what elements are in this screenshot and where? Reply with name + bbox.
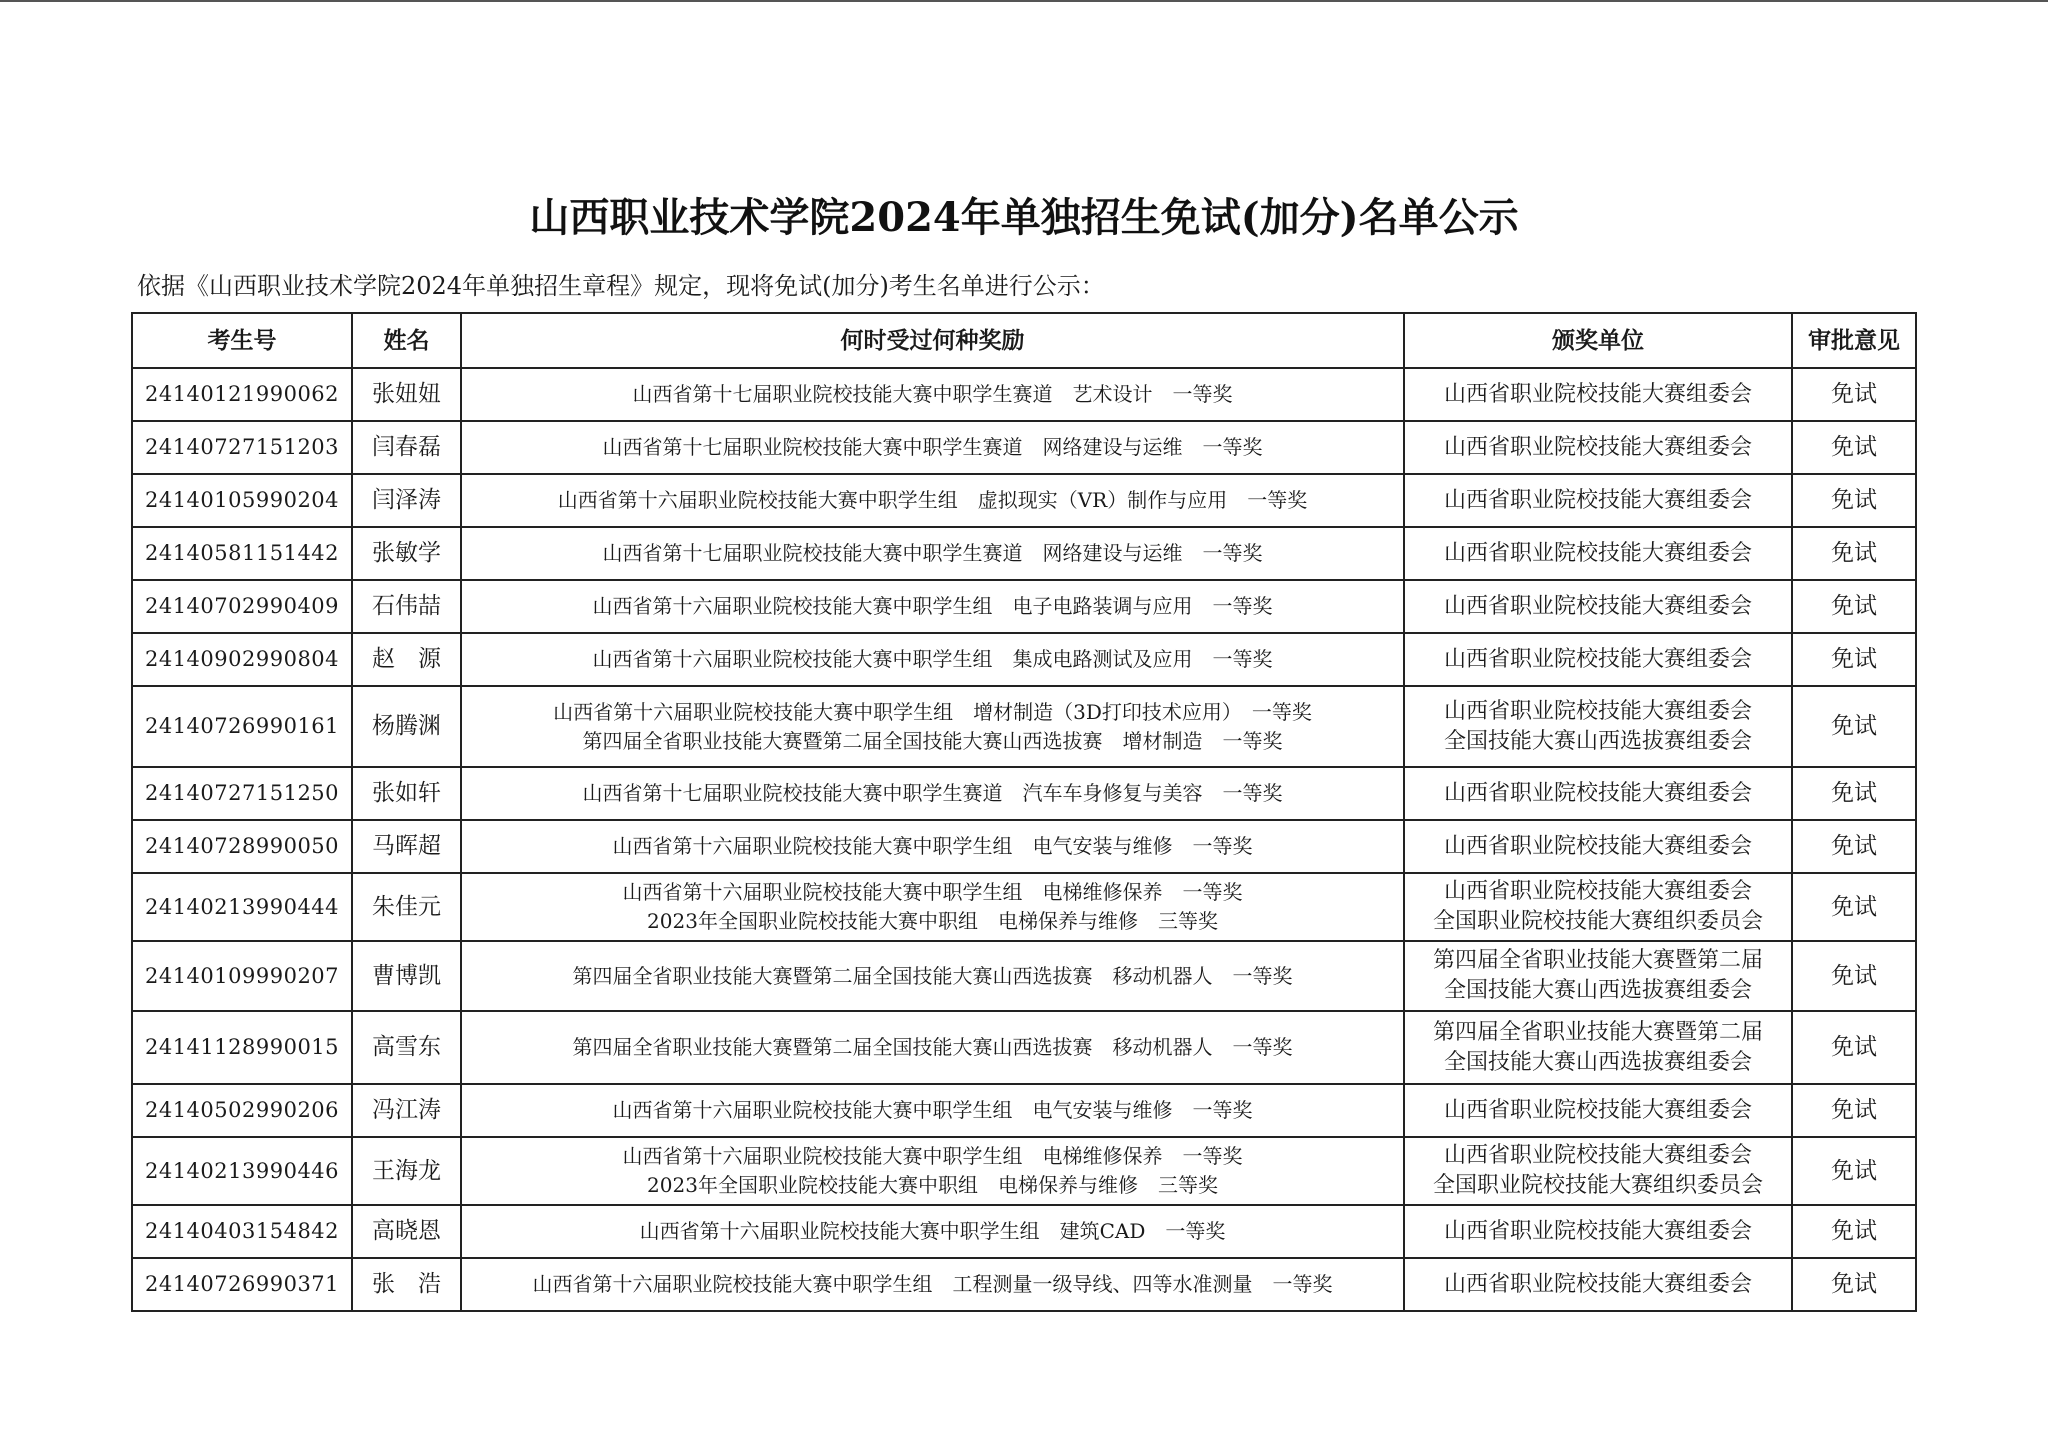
table-row: [132, 1137, 1916, 1205]
cell-exam-id: 24140726990161: [132, 686, 352, 767]
award-line: 山西省第十六届职业院校技能大赛中职学生组 电梯维修保养 一等奖: [622, 880, 1243, 904]
table-header-row: [132, 313, 1916, 368]
cell-name: 曹博凯: [352, 941, 461, 1011]
org-line: 山西省职业院校技能大赛组委会: [1443, 1218, 1752, 1244]
cell-name: 张 浩: [352, 1258, 461, 1311]
award-line: 第四届全省职业技能大赛暨第二届全国技能大赛山西选拔赛 增材制造 一等奖: [582, 728, 1283, 753]
cell-exam-id: 24140109990207: [132, 941, 352, 1011]
table-row: [132, 421, 1916, 474]
cell-awarding-org: [1404, 1258, 1792, 1311]
cell-decision: 免试: [1792, 1084, 1916, 1137]
cell-award: [461, 767, 1404, 820]
cell-award: [461, 580, 1404, 633]
org-line: 山西省职业院校技能大赛组委会: [1443, 780, 1752, 806]
award-line: 山西省第十七届职业院校技能大赛中职学生赛道 网络建设与运维 一等奖: [602, 541, 1263, 565]
award-line: 2023年全国职业院校技能大赛中职组 电梯保养与维修 三等奖: [647, 909, 1218, 933]
cell-decision: 免试: [1792, 1011, 1916, 1084]
cell-decision: 免试: [1792, 527, 1916, 580]
org-line: 全国技能大赛山西选拔赛组委会: [1443, 728, 1752, 754]
cell-award: [461, 1137, 1404, 1205]
cell-award: [461, 421, 1404, 474]
award-line: 山西省第十六届职业院校技能大赛中职学生组 工程测量一级导线、四等水准测量 一等奖: [532, 1272, 1333, 1296]
table-row: [132, 633, 1916, 686]
cell-exam-id: 24140726990371: [132, 1258, 352, 1311]
cell-award: [461, 820, 1404, 873]
table-row: [132, 1084, 1916, 1137]
cell-award: [461, 1011, 1404, 1084]
cell-decision: 免试: [1792, 1258, 1916, 1311]
award-line: 山西省第十七届职业院校技能大赛中职学生赛道 网络建设与运维 一等奖: [602, 435, 1263, 459]
cell-name: 朱佳元: [352, 873, 461, 941]
cell-exam-id: 24140502990206: [132, 1084, 352, 1137]
exemption-list-table: [131, 312, 1917, 1312]
table-row: [132, 368, 1916, 421]
org-line: 山西省职业院校技能大赛组委会: [1443, 1143, 1752, 1168]
cell-name: 闫泽涛: [352, 474, 461, 527]
award-line: 山西省第十六届职业院校技能大赛中职学生组 建筑CAD 一等奖: [639, 1219, 1226, 1243]
cell-awarding-org: [1404, 421, 1792, 474]
cell-decision: 免试: [1792, 633, 1916, 686]
table-row: [132, 580, 1916, 633]
cell-decision: 免试: [1792, 941, 1916, 1011]
cell-name: 赵 源: [352, 633, 461, 686]
cell-award: [461, 1084, 1404, 1137]
table-row: [132, 873, 1916, 941]
intro-paragraph: 依据《山西职业技术学院2024年单独招生章程》规定，现将免试(加分)考生名单进行公示：: [137, 272, 1105, 300]
cell-awarding-org: [1404, 767, 1792, 820]
cell-exam-id: 24140121990062: [132, 368, 352, 421]
cell-exam-id: 24140728990050: [132, 820, 352, 873]
cell-awarding-org: [1404, 474, 1792, 527]
cell-awarding-org: [1404, 1011, 1792, 1084]
table-row: [132, 1258, 1916, 1311]
cell-awarding-org: [1404, 580, 1792, 633]
org-line: 山西省职业院校技能大赛组委会: [1443, 879, 1752, 904]
table-row: [132, 527, 1916, 580]
cell-award: [461, 873, 1404, 941]
org-line: 山西省职业院校技能大赛组委会: [1443, 833, 1752, 859]
cell-awarding-org: [1404, 633, 1792, 686]
cell-awarding-org: [1404, 1137, 1792, 1205]
table-body: [132, 368, 1916, 1311]
document-title: 山西职业技术学院2024年单独招生免试(加分)名单公示: [529, 194, 1519, 241]
org-line: 山西省职业院校技能大赛组委会: [1443, 1271, 1752, 1297]
cell-name: 王海龙: [352, 1137, 461, 1205]
award-line: 第四届全省职业技能大赛暨第二届全国技能大赛山西选拔赛 移动机器人 一等奖: [572, 963, 1293, 988]
cell-awarding-org: [1404, 527, 1792, 580]
table-row: [132, 767, 1916, 820]
cell-award: [461, 941, 1404, 1011]
org-line: 全国职业院校技能大赛组织委员会: [1432, 1173, 1763, 1198]
award-line: 山西省第十六届职业院校技能大赛中职学生组 集成电路测试及应用 一等奖: [592, 647, 1273, 671]
org-line: 山西省职业院校技能大赛组委会: [1443, 593, 1752, 619]
org-line: 第四届全省职业技能大赛暨第二届: [1432, 948, 1763, 973]
header-awarding-org: 颁奖单位: [1404, 313, 1792, 368]
org-line: 山西省职业院校技能大赛组委会: [1443, 1097, 1752, 1123]
org-line: 山西省职业院校技能大赛组委会: [1443, 540, 1752, 566]
cell-name: 高雪东: [352, 1011, 461, 1084]
cell-exam-id: 24140213990446: [132, 1137, 352, 1205]
cell-exam-id: 24140727151250: [132, 767, 352, 820]
org-line: 全国技能大赛山西选拔赛组委会: [1443, 978, 1752, 1003]
table-row: [132, 474, 1916, 527]
header-decision: 审批意见: [1792, 313, 1916, 368]
cell-name: 马晖超: [352, 820, 461, 873]
award-line: 2023年全国职业院校技能大赛中职组 电梯保养与维修 三等奖: [647, 1173, 1218, 1197]
cell-awarding-org: [1404, 820, 1792, 873]
cell-exam-id: 24140902990804: [132, 633, 352, 686]
cell-award: [461, 474, 1404, 527]
cell-award: [461, 633, 1404, 686]
header-award: 何时受过何种奖励: [461, 313, 1404, 368]
cell-name: 高晓恩: [352, 1205, 461, 1258]
header-exam-id: 考生号: [132, 313, 352, 368]
cell-awarding-org: [1404, 1084, 1792, 1137]
page-top-rule: [0, 0, 2048, 2]
award-line: 山西省第十七届职业院校技能大赛中职学生赛道 汽车车身修复与美容 一等奖: [582, 781, 1283, 805]
table-row: [132, 820, 1916, 873]
org-line: 山西省职业院校技能大赛组委会: [1443, 698, 1752, 724]
cell-name: 闫春磊: [352, 421, 461, 474]
award-line: 山西省第十七届职业院校技能大赛中职学生赛道 艺术设计 一等奖: [632, 382, 1233, 406]
cell-decision: 免试: [1792, 474, 1916, 527]
cell-name: 冯江涛: [352, 1084, 461, 1137]
cell-exam-id: 24140105990204: [132, 474, 352, 527]
award-line: 山西省第十六届职业院校技能大赛中职学生组 电气安装与维修 一等奖: [612, 834, 1253, 858]
cell-decision: 免试: [1792, 873, 1916, 941]
cell-award: [461, 368, 1404, 421]
cell-awarding-org: [1404, 368, 1792, 421]
org-line: 全国技能大赛山西选拔赛组委会: [1443, 1049, 1752, 1075]
award-line: 山西省第十六届职业院校技能大赛中职学生组 虚拟现实（VR）制作与应用 一等奖: [557, 488, 1308, 512]
cell-exam-id: 24140213990444: [132, 873, 352, 941]
org-line: 全国职业院校技能大赛组织委员会: [1432, 909, 1763, 934]
cell-name: 石伟喆: [352, 580, 461, 633]
table-row: [132, 941, 1916, 1011]
award-line: 山西省第十六届职业院校技能大赛中职学生组 电气安装与维修 一等奖: [612, 1098, 1253, 1122]
cell-name: 张敏学: [352, 527, 461, 580]
cell-decision: 免试: [1792, 580, 1916, 633]
cell-award: [461, 527, 1404, 580]
org-line: 山西省职业院校技能大赛组委会: [1443, 381, 1752, 407]
cell-decision: 免试: [1792, 421, 1916, 474]
cell-name: 张妞妞: [352, 368, 461, 421]
cell-exam-id: 24141128990015: [132, 1011, 352, 1084]
cell-award: [461, 1205, 1404, 1258]
award-line: 山西省第十六届职业院校技能大赛中职学生组 电子电路装调与应用 一等奖: [592, 594, 1273, 618]
cell-name: 张如轩: [352, 767, 461, 820]
cell-awarding-org: [1404, 941, 1792, 1011]
org-line: 山西省职业院校技能大赛组委会: [1443, 646, 1752, 672]
cell-decision: 免试: [1792, 1137, 1916, 1205]
cell-awarding-org: [1404, 873, 1792, 941]
cell-award: [461, 1258, 1404, 1311]
header-name: 姓名: [352, 313, 461, 368]
org-line: 第四届全省职业技能大赛暨第二届: [1432, 1019, 1763, 1045]
cell-decision: 免试: [1792, 767, 1916, 820]
cell-decision: 免试: [1792, 1205, 1916, 1258]
cell-name: 杨腾渊: [352, 686, 461, 767]
table-row: [132, 1205, 1916, 1258]
cell-awarding-org: [1404, 1205, 1792, 1258]
org-line: 山西省职业院校技能大赛组委会: [1443, 487, 1752, 513]
org-line: 山西省职业院校技能大赛组委会: [1443, 434, 1752, 460]
cell-exam-id: 24140403154842: [132, 1205, 352, 1258]
award-line: 第四届全省职业技能大赛暨第二届全国技能大赛山西选拔赛 移动机器人 一等奖: [572, 1035, 1293, 1059]
cell-exam-id: 24140727151203: [132, 421, 352, 474]
cell-decision: 免试: [1792, 686, 1916, 767]
award-line: 山西省第十六届职业院校技能大赛中职学生组 电梯维修保养 一等奖: [622, 1144, 1243, 1168]
cell-awarding-org: [1404, 686, 1792, 767]
cell-decision: 免试: [1792, 820, 1916, 873]
cell-exam-id: 24140581151442: [132, 527, 352, 580]
cell-exam-id: 24140702990409: [132, 580, 352, 633]
table-row: [132, 1011, 1916, 1084]
cell-award: [461, 686, 1404, 767]
table-row: [132, 686, 1916, 767]
cell-decision: 免试: [1792, 368, 1916, 421]
award-line: 山西省第十六届职业院校技能大赛中职学生组 增材制造（3D打印技术应用） 一等奖: [553, 699, 1312, 724]
